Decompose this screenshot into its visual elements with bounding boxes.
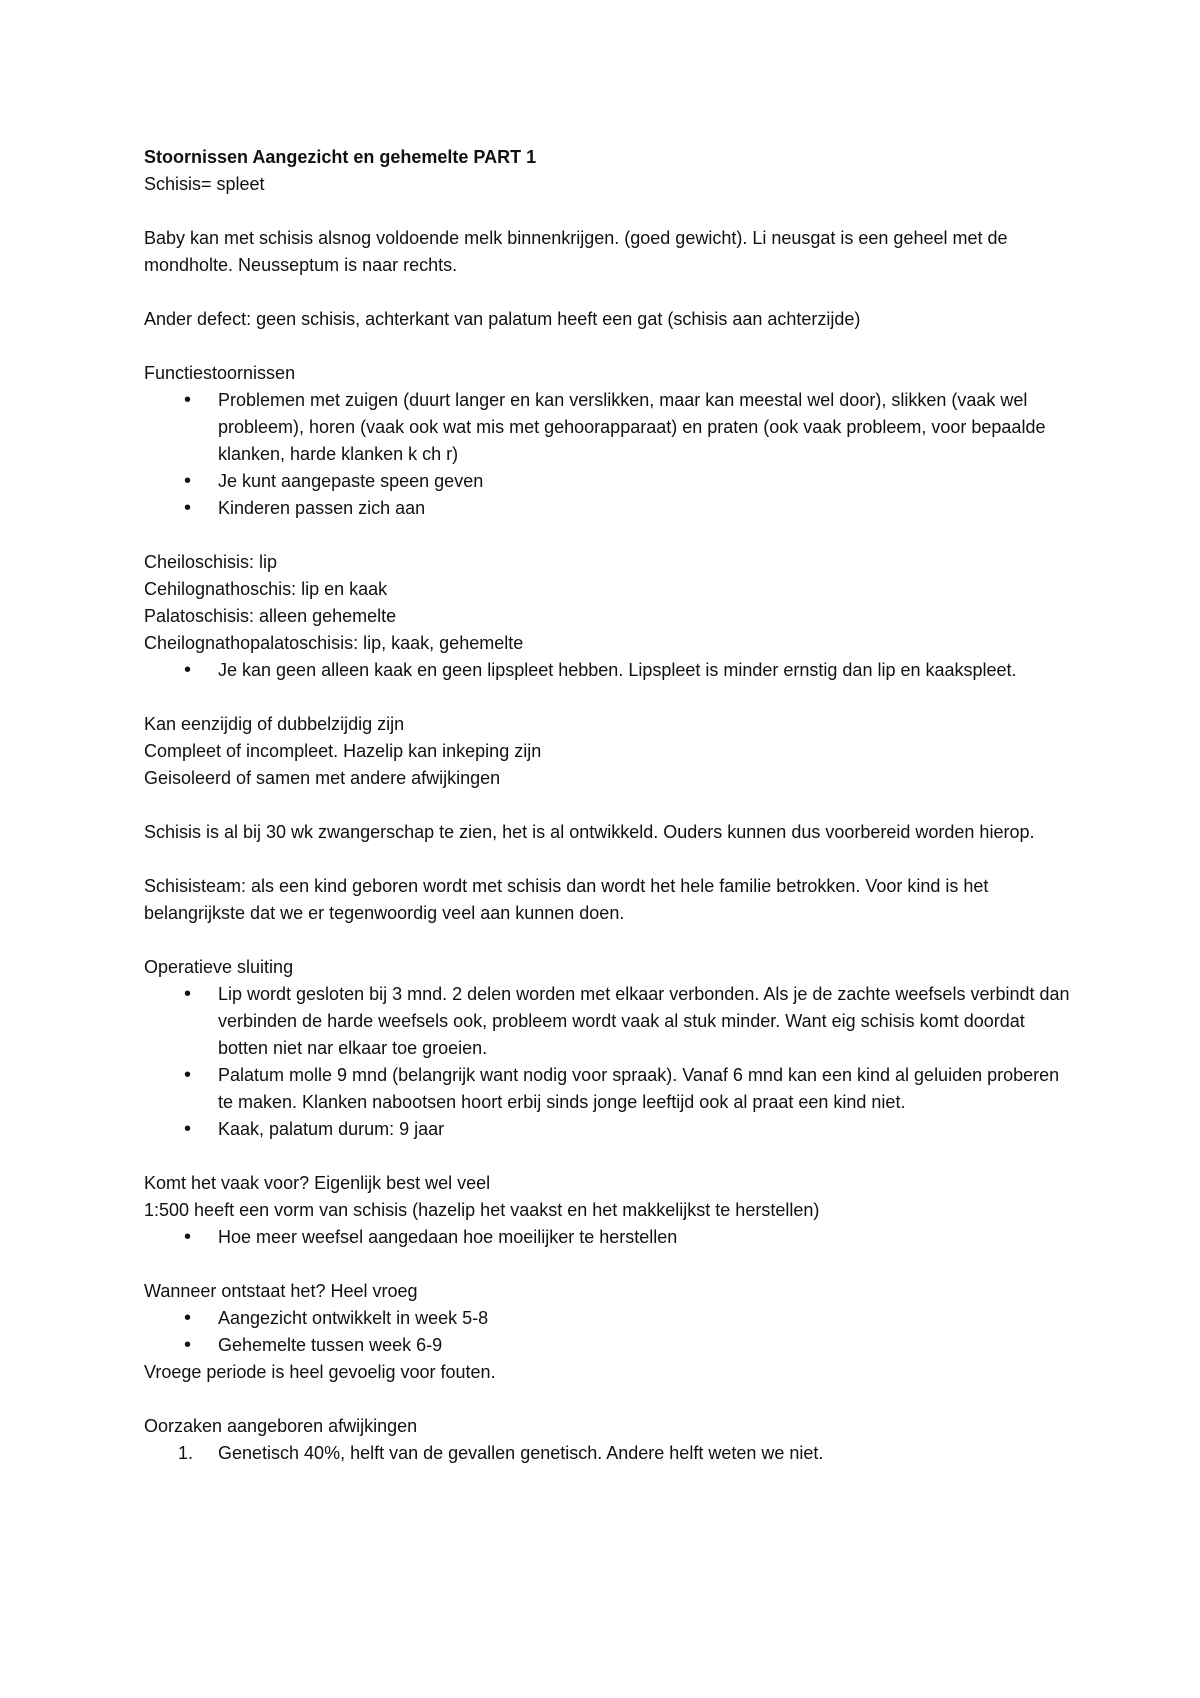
spacer [144, 846, 1074, 873]
list-item [144, 981, 1074, 1062]
spacer [144, 927, 1074, 954]
list-item-text: Je kunt aangepaste speen geven [218, 471, 484, 491]
document-title: Stoornissen Aangezicht en gehemelte PART 1 [144, 147, 537, 167]
team-paragraph: Schisisteam: als een kind geboren wordt met schisis dan wordt het hele familie betrokken. Voor kind is het belangrijkste dat we er tegenwoordig veel aan kunnen doen. [144, 876, 989, 923]
timing-heading: Wanneer ontstaat het? Heel vroeg [144, 1281, 418, 1301]
spacer [144, 198, 1074, 225]
bullet-icon: • [184, 659, 192, 681]
function-list [144, 387, 1074, 522]
bullet-icon: • [184, 497, 192, 519]
list-item [144, 468, 1074, 495]
bullet-icon: • [184, 1118, 192, 1140]
timing-list [144, 1305, 1074, 1359]
type-line: Cehilognathoschis: lip en kaak [144, 579, 388, 599]
list-item-text: Kinderen passen zich aan [218, 498, 426, 518]
prenatal-paragraph: Schisis is al bij 30 wk zwangerschap te zien, het is al ontwikkeld. Ouders kunnen dus voorbereid worden hierop. [144, 822, 1035, 842]
surgery-list [144, 981, 1074, 1143]
list-item-text: Gehemelte tussen week 6-9 [218, 1335, 443, 1355]
frequency-line: Komt het vaak voor? Eigenlijk best wel veel [144, 1173, 491, 1193]
frequency-list [144, 1224, 1074, 1251]
type-line: Palatoschisis: alleen gehemelte [144, 606, 397, 626]
bullet-icon: • [184, 1226, 192, 1248]
variant-line: Kan eenzijdig of dubbelzijdig zijn [144, 714, 405, 734]
spacer [144, 522, 1074, 549]
bullet-icon: • [184, 470, 192, 492]
spacer [144, 1386, 1074, 1413]
causes-heading: Oorzaken aangeboren afwijkingen [144, 1416, 418, 1436]
causes-list [144, 1440, 1074, 1467]
types-list [144, 657, 1074, 684]
variant-line: Compleet of incompleet. Hazelip kan inkeping zijn [144, 741, 542, 761]
bullet-icon: • [184, 1064, 192, 1086]
list-item [144, 1305, 1074, 1332]
type-line: Cheilognathopalatoschisis: lip, kaak, gehemelte [144, 633, 524, 653]
list-item [144, 1440, 1074, 1467]
spacer [144, 684, 1074, 711]
list-item-text: Problemen met zuigen (duurt langer en kan verslikken, maar kan meestal wel door), slikken (vaak wel probleem), horen (vaak ook wat mis met gehoorapparaat) en praten (ook vaak probleem, voor bepaalde klanken, harde klanken k ch r) [218, 390, 1046, 464]
spacer [144, 792, 1074, 819]
list-item [144, 495, 1074, 522]
list-item [144, 1224, 1074, 1251]
list-item [144, 1332, 1074, 1359]
function-heading: Functiestoornissen [144, 363, 296, 383]
list-item-text: Hoe meer weefsel aangedaan hoe moeilijker te herstellen [218, 1227, 678, 1247]
list-item-text: Je kan geen alleen kaak en geen lipspleet hebben. Lipspleet is minder ernstig dan lip en kaakspleet. [218, 660, 1017, 680]
bullet-icon: • [184, 1307, 192, 1329]
list-item-text: Aangezicht ontwikkelt in week 5-8 [218, 1308, 489, 1328]
list-item [144, 1116, 1074, 1143]
definition-line: Schisis= spleet [144, 174, 265, 194]
variant-line: Geisoleerd of samen met andere afwijkingen [144, 768, 501, 788]
list-number: 1. [178, 1443, 194, 1463]
bullet-icon: • [184, 1334, 192, 1356]
list-item-text: Genetisch 40%, helft van de gevallen genetisch. Andere helft weten we niet. [218, 1443, 824, 1463]
list-item [144, 1062, 1074, 1116]
list-item [144, 387, 1074, 468]
spacer [144, 1251, 1074, 1278]
bullet-icon: • [184, 389, 192, 411]
list-item-text: Palatum molle 9 mnd (belangrijk want nodig voor spraak). Vanaf 6 mnd kan een kind al geluiden proberen te maken. Klanken nabootsen hoort erbij sinds jonge leeftijd ook al praat een kind niet. [218, 1065, 1060, 1112]
other-defect-paragraph: Ander defect: geen schisis, achterkant van palatum heeft een gat (schisis aan achterzijde) [144, 309, 861, 329]
list-item-text: Lip wordt gesloten bij 3 mnd. 2 delen worden met elkaar verbonden. Als je de zachte weefsels verbindt dan verbinden de harde weefsels ook, probleem wordt vaak al stuk minder. Want eig schisis komt doordat botten niet nar elkaar toe groeien. [218, 984, 1070, 1058]
surgery-heading: Operatieve sluiting [144, 957, 294, 977]
timing-note: Vroege periode is heel gevoelig voor fouten. [144, 1362, 496, 1382]
spacer [144, 279, 1074, 306]
document-page [144, 144, 1074, 1467]
type-line: Cheiloschisis: lip [144, 552, 278, 572]
spacer [144, 1143, 1074, 1170]
intro-paragraph: Baby kan met schisis alsnog voldoende melk binnenkrijgen. (goed gewicht). Li neusgat is een geheel met de mondholte. Neusseptum is naar rechts. [144, 228, 1008, 275]
spacer [144, 333, 1074, 360]
list-item-text: Kaak, palatum durum: 9 jaar [218, 1119, 445, 1139]
list-item [144, 657, 1074, 684]
frequency-line: 1:500 heeft een vorm van schisis (hazelip het vaakst en het makkelijkst te herstellen) [144, 1200, 820, 1220]
bullet-icon: • [184, 983, 192, 1005]
